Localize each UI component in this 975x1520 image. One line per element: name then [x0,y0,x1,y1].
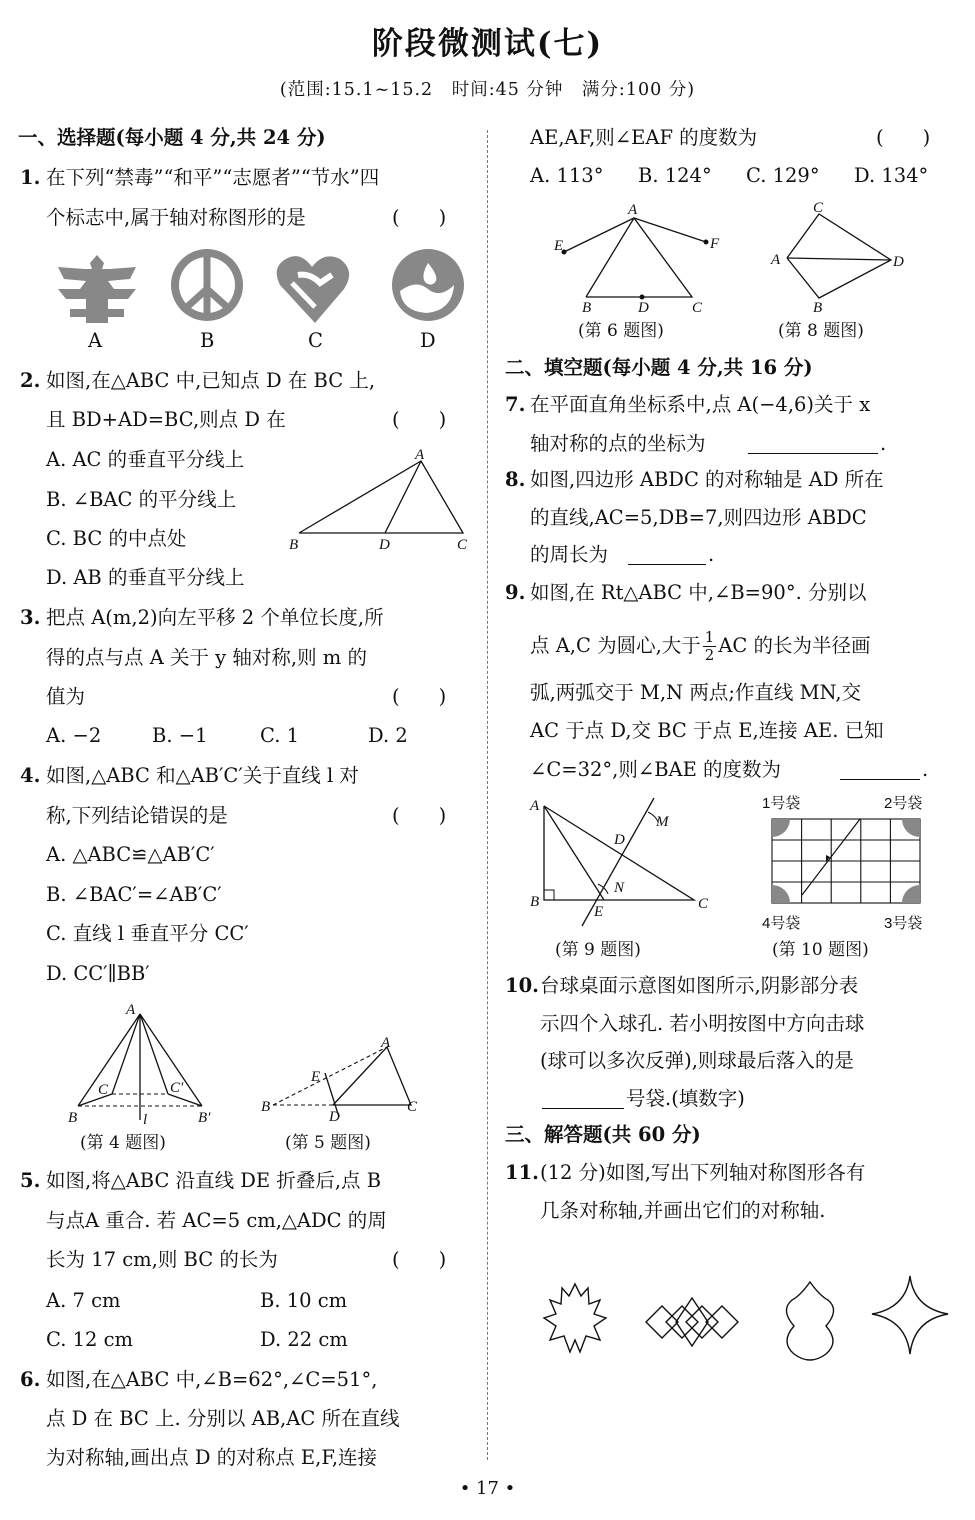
q2-figure [285,445,475,555]
q9-line2-a: 点 A,C 为圆心,大于 [530,634,701,657]
q4-answer-paren: ( ) [392,804,447,827]
column-divider [487,130,488,1460]
q2-fig-label-d: D [379,537,390,553]
q5-option-d: D. 22 cm [260,1328,348,1351]
q4-option-b: B. ∠BAC′=∠AB′C′ [46,883,222,906]
q4-fig-label-c-prime: C′ [170,1080,184,1096]
q5-fig-label-c: C [407,1099,418,1115]
q8-answer-blank[interactable] [628,544,706,565]
q6-figure [550,200,730,318]
q9-fig-label-n: N [614,880,625,896]
q6-fig-label-b: B [582,300,592,316]
q11-line2: 几条对称轴,并画出它们的对称轴. [540,1199,826,1222]
logo-peace-icon [171,249,243,321]
q4-fig-label-a: A [126,1002,136,1018]
q3-option-b: B. −1 [152,724,208,747]
q8-fig-label-b: B [813,300,823,316]
q4-option-a: A. △ABC≌△AB′C′ [46,843,215,866]
q9-fig-label-b: B [530,894,540,910]
shape-diamond-chain-icon [644,1298,740,1346]
q7-line1: 在平面直角坐标系中,点 A(−4,6)关于 x [530,393,871,416]
q5-line1: 如图,将△ABC 沿直线 DE 折叠后,点 B [46,1169,382,1192]
q5-fig-label-d: D [329,1109,340,1125]
q4-number: 4. [20,764,41,787]
logo-volunteer-icon [277,256,349,323]
q6-option-d: D. 134° [854,164,929,187]
section-1-heading: 一、选择题(每小题 4 分,共 24 分) [18,126,326,149]
pocket-4-icon [772,885,790,903]
q11-line1: (12 分)如图,写出下列轴对称图形各有 [540,1161,866,1184]
q6-option-b: B. 124° [638,164,712,187]
q4-line1: 如图,△ABC 和△AB′C′关于直线 l 对 [46,764,359,787]
q10-figure-caption: (第 10 题图) [772,940,869,960]
q5-line3: 长为 17 cm,则 BC 的长为 [46,1248,278,1271]
q9-fig-label-c: C [698,896,709,912]
q1-label-b: B [200,329,215,352]
q8-figure [765,198,915,316]
q9-number: 9. [505,581,526,604]
q10-bag-1-label: 1号袋 [762,795,801,812]
section-3-heading: 三、解答题(共 60 分) [505,1123,701,1146]
q9-fig-label-m: M [656,814,669,830]
q1-label-a: A [88,329,103,352]
shape-four-point-star-icon [872,1276,948,1354]
q10-bag-4-label: 4号袋 [762,915,801,932]
page-number: • 17 • [459,1478,516,1499]
q4-fig-label-c: C [98,1082,109,1098]
q9-line5: ∠C=32°,则∠BAE 的度数为 [530,758,782,781]
q8-figure-caption: (第 8 题图) [778,321,864,341]
q5-line2: 与点A 重合. 若 AC=5 cm,△ADC 的周 [46,1209,387,1232]
q4-line2: 称,下列结论错误的是 [46,804,228,827]
q1-label-c: C [308,329,323,352]
q1-line1: 在下列“禁毒”“和平”“志愿者”“节水”四 [46,166,380,189]
q3-option-a: A. −2 [46,724,102,747]
q5-number: 5. [20,1169,41,1192]
q3-number: 3. [20,606,41,629]
q10-answer-blank[interactable] [542,1088,624,1109]
q2-line1: 如图,在△ABC 中,已知点 D 在 BC 上, [46,369,376,392]
q6-option-c: C. 129° [746,164,820,187]
q9-line1: 如图,在 Rt△ABC 中,∠B=90°. 分别以 [530,581,867,604]
q11-number: 11. [505,1161,539,1184]
q6-line3: 为对称轴,画出点 D 的对称点 E,F,连接 [46,1446,378,1469]
q5-fig-label-b: B [261,1099,271,1115]
q4-fig-label-l: l [143,1112,148,1128]
q2-option-b: B. ∠BAC 的平分线上 [46,488,237,511]
q9-line4: AC 于点 D,交 BC 于点 E,连接 AE. 已知 [530,719,884,742]
q9-line3: 弧,两弧交于 M,N 两点;作直线 MN,交 [530,681,862,704]
shape-leaf-icon [544,1284,606,1352]
q10-line2: 示四个入球孔. 若小明按图中方向击球 [540,1012,865,1035]
q5-figure-caption: (第 5 题图) [285,1133,371,1153]
q2-answer-paren: ( ) [392,408,447,431]
q9-line2 [530,629,871,664]
q7-period: . [880,432,887,455]
q6-fig-label-e: E [554,238,564,254]
q5-fig-label-e: E [311,1069,321,1085]
q1-line2: 个标志中,属于轴对称图形的是 [46,206,306,229]
q2-option-d: D. AB 的垂直平分线上 [46,566,245,589]
q4-option-c: C. 直线 l 垂直平分 CC′ [46,922,249,945]
q9-frac-num: 1 [704,628,715,646]
q6-line4: AE,AF,则∠EAF 的度数为 [530,126,758,149]
q2-fig-label-c: C [457,537,468,553]
q7-number: 7. [505,393,526,416]
q2-option-a: A. AC 的垂直平分线上 [46,448,245,471]
q9-fig-label-a: A [530,798,540,814]
q2-fig-label-a: A [415,447,425,463]
q9-fraction-half [703,629,717,664]
q1-label-d: D [420,329,436,352]
q8-line2: 的直线,AC=5,DB=7,则四边形 ABDC [530,506,867,529]
shape-vase-icon [786,1282,833,1360]
q5-answer-paren: ( ) [392,1248,447,1271]
q4-fig-label-b: B [68,1110,78,1126]
q8-fig-label-a: A [771,252,781,268]
q8-line3: 的周长为 [530,543,609,566]
q6-fig-label-d: D [638,300,649,316]
page-subtitle: (范围:15.1~15.2 时间:45 分钟 满分:100 分) [279,80,696,100]
q4-fig-label-b-prime: B′ [198,1110,211,1126]
logo-anti-drug-icon [58,255,136,323]
q11-shapes [540,1270,960,1365]
pocket-1-icon [772,819,790,837]
q10-bag-2-label: 2号袋 [884,795,923,812]
q6-fig-label-f: F [710,236,720,252]
q5-option-a: A. 7 cm [46,1289,121,1312]
q10-line3: (球可以多次反弹),则球最后落入的是 [540,1049,854,1072]
q1-logos [40,245,480,360]
q7-line2: 轴对称的点的坐标为 [530,432,706,455]
q2-option-c: C. BC 的中点处 [46,527,187,550]
q3-line1: 把点 A(m,2)向左平移 2 个单位长度,所 [46,606,384,629]
q3-answer-paren: ( ) [392,685,447,708]
q10-number: 10. [505,974,539,997]
section-2-heading: 二、填空题(每小题 4 分,共 16 分) [505,356,813,379]
q9-fig-label-e: E [594,904,604,920]
pocket-3-icon [902,885,920,903]
q2-line2: 且 BD+AD=BC,则点 D 在 [46,408,286,431]
q8-line1: 如图,四边形 ABDC 的对称轴是 AD 所在 [530,468,884,491]
q4-figure-caption: (第 4 题图) [80,1133,166,1153]
q8-fig-label-c: C [813,200,824,216]
q9-figure-caption: (第 9 题图) [555,940,641,960]
q9-figure [522,792,722,932]
q8-period: . [708,543,715,566]
q6-line1: 如图,在△ABC 中,∠B=62°,∠C=51°, [46,1368,378,1391]
q3-option-c: C. 1 [260,724,300,747]
q6-figure-caption: (第 6 题图) [578,321,664,341]
page-title: 阶段微测试(七) [371,26,604,62]
q6-answer-paren: ( ) [876,126,931,149]
q10-line4: 号袋.(填数字) [626,1087,745,1110]
q6-fig-label-c: C [692,300,703,316]
q5-option-c: C. 12 cm [46,1328,134,1351]
q9-fig-label-d: D [614,832,625,848]
q1-answer-paren: ( ) [392,206,447,229]
q9-frac-den: 2 [704,646,715,664]
q4-option-d: D. CC′∥BB′ [46,962,150,985]
logo-water-saving-icon [392,249,464,321]
q5-figure [255,1035,435,1130]
q8-fig-label-d: D [893,254,904,270]
q3-option-d: D. 2 [368,724,408,747]
q7-answer-blank[interactable] [748,433,878,454]
pocket-2-icon [902,819,920,837]
q2-number: 2. [20,369,41,392]
q1-number: 1. [20,166,41,189]
q10-table-figure [768,815,924,907]
q2-fig-label-b: B [289,537,299,553]
q6-fig-label-a: A [628,202,638,218]
q10-line1: 台球桌面示意图如图所示,阴影部分表 [540,974,859,997]
q9-line2-b: AC 的长为半径画 [718,634,871,657]
q4-figure [60,1000,230,1130]
q6-line2: 点 D 在 BC 上. 分别以 AB,AC 所在直线 [46,1407,400,1430]
q3-line3: 值为 [46,685,86,708]
q6-number: 6. [20,1368,41,1391]
q3-line2: 得的点与点 A 关于 y 轴对称,则 m 的 [46,646,367,669]
q10-bag-3-label: 3号袋 [884,915,923,932]
q6-option-a: A. 113° [530,164,604,187]
q5-fig-label-a: A [381,1035,391,1051]
q9-period: . [922,758,929,781]
q5-option-b: B. 10 cm [260,1289,348,1312]
q9-answer-blank[interactable] [840,759,920,780]
q8-number: 8. [505,468,526,491]
